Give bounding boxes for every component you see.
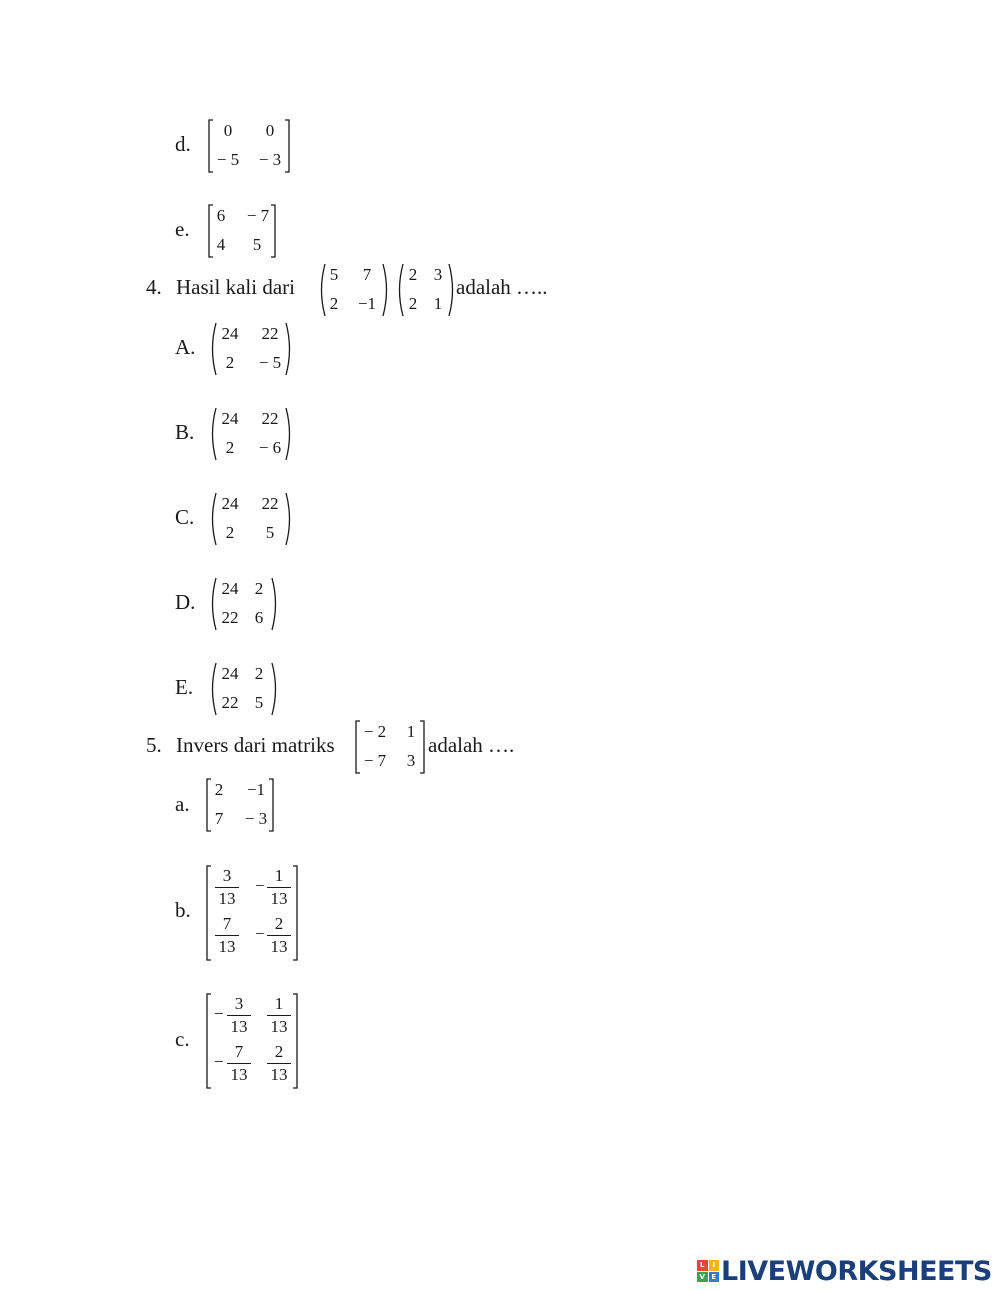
- matrix-cell: 2: [408, 265, 418, 284]
- option-b-label: b.: [175, 898, 191, 922]
- matrix-cell: 1: [433, 294, 443, 313]
- matrix-cell: − 7: [246, 206, 270, 225]
- matrix-cell: 3: [433, 265, 443, 284]
- fraction: 1 13: [267, 994, 291, 1037]
- matrix-cell: 24: [221, 494, 239, 513]
- option-c-matrix: [205, 992, 301, 1090]
- option-a-label: a.: [175, 792, 190, 816]
- matrix-cell: 5: [265, 523, 275, 542]
- question-4-suffix: adalah …..: [456, 275, 548, 299]
- matrix-cell: 2: [254, 579, 264, 598]
- matrix-cell: 1: [406, 722, 416, 741]
- question-4-matrix-b: [396, 262, 456, 318]
- matrix-cell: 22: [221, 608, 239, 627]
- matrix-cell: 5: [329, 265, 339, 284]
- option-a-matrix: [205, 777, 277, 833]
- fraction: 2 13: [267, 914, 291, 957]
- option-a-matrix: [209, 321, 293, 377]
- matrix-cell: 2: [225, 523, 235, 542]
- question-4-number: 4.: [146, 275, 162, 299]
- matrix-cell: 3: [406, 751, 416, 770]
- logo-letter: E: [709, 1272, 720, 1283]
- option-d-matrix: [209, 576, 279, 632]
- fraction: 7 13: [227, 1042, 251, 1085]
- option-b-matrix: [205, 864, 301, 962]
- matrix-cell: 4: [216, 235, 226, 254]
- matrix-cell: 24: [221, 324, 239, 343]
- brand-name: LIVEWORKSHEETS: [721, 1255, 992, 1287]
- option-c-label: c.: [175, 1027, 190, 1051]
- option-d-matrix: [207, 118, 291, 174]
- matrix-cell: 24: [221, 579, 239, 598]
- matrix-cell: 6: [254, 608, 264, 627]
- question-4-text: Hasil kali dari: [176, 275, 295, 299]
- matrix-cell: 22: [221, 693, 239, 712]
- option-e-label: e.: [175, 217, 190, 241]
- logo-letter: I: [709, 1260, 720, 1271]
- matrix-cell: 24: [221, 664, 239, 683]
- liveworksheets-logo: [697, 1256, 992, 1286]
- matrix-cell: 22: [261, 409, 279, 428]
- question-4-matrix-a: [318, 262, 390, 318]
- matrix-cell: 6: [216, 206, 226, 225]
- matrix-cell: 5: [254, 693, 264, 712]
- option-a-label: A.: [175, 335, 196, 359]
- matrix-cell: 22: [261, 324, 279, 343]
- matrix-cell: − 2: [363, 722, 387, 741]
- minus-sign: −: [214, 1052, 224, 1071]
- question-5-number: 5.: [146, 733, 162, 757]
- option-d-label: D.: [175, 590, 196, 614]
- option-c-matrix: [209, 491, 293, 547]
- matrix-cell: 5: [252, 235, 262, 254]
- matrix-cell: 2: [408, 294, 418, 313]
- option-e-label: E.: [175, 675, 194, 699]
- minus-sign: −: [255, 924, 265, 943]
- logo-mark-icon: [697, 1260, 719, 1282]
- question-5-suffix: adalah ….: [428, 733, 515, 757]
- matrix-cell: 2: [225, 438, 235, 457]
- question-5-matrix: [354, 719, 428, 775]
- matrix-cell: − 6: [258, 438, 282, 457]
- option-d-label: d.: [175, 132, 191, 156]
- matrix-cell: 24: [221, 409, 239, 428]
- option-e-matrix: [207, 203, 279, 259]
- matrix-cell: − 3: [258, 150, 282, 169]
- matrix-cell: −1: [357, 294, 377, 313]
- matrix-cell: 0: [223, 121, 233, 140]
- option-b-matrix: [209, 406, 293, 462]
- question-5-text: Invers dari matriks: [176, 733, 335, 757]
- matrix-cell: 2: [254, 664, 264, 683]
- matrix-cell: − 7: [363, 751, 387, 770]
- matrix-cell: 2: [329, 294, 339, 313]
- fraction: 3 13: [215, 866, 239, 909]
- fraction: 7 13: [215, 914, 239, 957]
- matrix-cell: 22: [261, 494, 279, 513]
- matrix-cell: −1: [246, 780, 266, 799]
- matrix-cell: − 5: [258, 353, 282, 372]
- option-b-label: B.: [175, 420, 195, 444]
- parenthesis-icon: [396, 262, 456, 318]
- matrix-cell: − 3: [244, 809, 268, 828]
- option-e-matrix: [209, 661, 279, 717]
- fraction: 1 13: [267, 866, 291, 909]
- option-c-label: C.: [175, 505, 195, 529]
- matrix-cell: 2: [214, 780, 224, 799]
- matrix-cell: 7: [362, 265, 372, 284]
- matrix-cell: 7: [214, 809, 224, 828]
- matrix-cell: 0: [265, 121, 275, 140]
- fraction: 3 13: [227, 994, 251, 1037]
- matrix-cell: 2: [225, 353, 235, 372]
- logo-letter: V: [697, 1272, 708, 1283]
- fraction: 2 13: [267, 1042, 291, 1085]
- minus-sign: −: [255, 876, 265, 895]
- logo-letter: L: [697, 1260, 708, 1271]
- minus-sign: −: [214, 1004, 224, 1023]
- matrix-cell: − 5: [216, 150, 240, 169]
